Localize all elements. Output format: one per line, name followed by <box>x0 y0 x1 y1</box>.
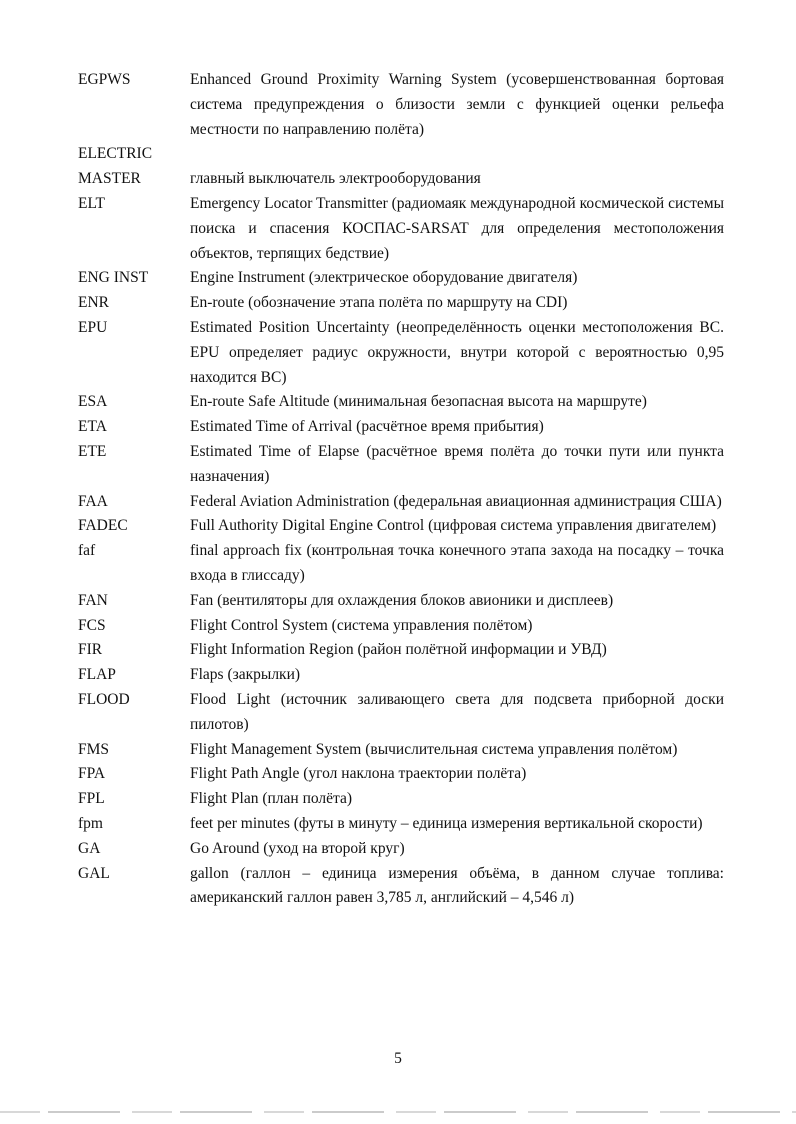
glossary-definition: En-route (обозначение этапа полёта по маршруту на CDI) <box>190 294 568 312</box>
glossary-entry <box>78 440 724 490</box>
glossary-definition: Federal Aviation Administration (федеральная авиационная администрация США) <box>190 492 722 510</box>
glossary-definition: gallon (галлон – единица измерения объёма, в данном случае топлива: американский галлон равен 3,785 л, английский – 4,546 л) <box>190 864 724 907</box>
glossary-term: FLAP <box>78 666 116 684</box>
glossary-entry <box>78 390 724 415</box>
glossary-term: MASTER <box>78 170 141 188</box>
glossary-term: faf <box>78 542 96 560</box>
glossary-entry <box>78 539 724 589</box>
glossary-entry <box>78 589 724 614</box>
glossary-term: FAN <box>78 591 108 609</box>
glossary-entry <box>78 812 724 837</box>
glossary-entry <box>78 316 724 390</box>
glossary-definition: Flight Information Region (район полётной информации и УВД) <box>190 641 607 659</box>
glossary-term: GAL <box>78 864 110 882</box>
glossary-entry <box>78 142 724 167</box>
glossary-definition: Estimated Time of Arrival (расчётное время прибытия) <box>190 418 544 436</box>
glossary-definition: Fan (вентиляторы для охлаждения блоков авионики и дисплеев) <box>190 591 614 609</box>
glossary-definition: Flood Light (источник заливающего света для подсвета приборной доски пилотов) <box>190 690 724 733</box>
glossary-definition: главный выключатель электрооборудования <box>190 170 481 188</box>
glossary-term: FAA <box>78 492 108 510</box>
glossary-term: FADEC <box>78 517 128 535</box>
glossary-entry <box>78 663 724 688</box>
glossary-definition: Engine Instrument (электрическое оборудование двигателя) <box>190 269 578 287</box>
glossary-term: ELECTRIC <box>78 145 153 163</box>
glossary-entry <box>78 291 724 316</box>
glossary-entry <box>78 738 724 763</box>
glossary-term: EGPWS <box>78 71 131 88</box>
glossary-term: ELT <box>78 194 105 212</box>
glossary-entry <box>78 787 724 812</box>
glossary-entry <box>78 266 724 291</box>
glossary-entry <box>78 762 724 787</box>
glossary-term: ENG INST <box>78 269 149 287</box>
glossary-entry <box>78 638 724 663</box>
glossary-entry <box>78 614 724 639</box>
glossary-term: ETE <box>78 442 107 460</box>
glossary-entry <box>78 514 724 539</box>
glossary-definition: final approach fix (контрольная точка конечного этапа захода на посадку – точка входа в глиссаду) <box>190 542 724 584</box>
glossary-term: FCS <box>78 616 106 634</box>
glossary-definition: Estimated Position Uncertainty (неопределённость оценки местоположения ВС. EPU определяет радиус окружности, внутри которой с вероятностью 0,95 находится ВС) <box>190 318 724 386</box>
glossary-term: FPL <box>78 790 105 808</box>
glossary-term: FMS <box>78 740 110 758</box>
glossary-term: ETA <box>78 418 107 436</box>
glossary-definition: Emergency Locator Transmitter (радиомаяк международной космической системы поиска и спасения КОСПАС-SARSAT для определения местоположения объектов, терпящих бедствие) <box>190 194 724 262</box>
scan-edge-divider <box>0 1111 796 1113</box>
glossary-definition: Go Around (уход на второй круг) <box>190 839 405 857</box>
glossary-definition: Flight Plan (план полёта) <box>190 790 353 808</box>
glossary-entry <box>78 490 724 515</box>
glossary-definition: Full Authority Digital Engine Control (цифровая система управления двигателем) <box>190 517 717 535</box>
glossary-term: ESA <box>78 393 108 411</box>
glossary-definition: feet per minutes (футы в минуту – единица измерения вертикальной скорости) <box>190 814 703 832</box>
glossary-definition: Flight Control System (система управления полётом) <box>190 616 533 634</box>
glossary-definition: Flaps (закрылки) <box>190 666 301 684</box>
glossary-entry <box>78 68 724 142</box>
glossary-entry <box>78 192 724 266</box>
glossary-term: fpm <box>78 814 103 832</box>
glossary-term: GA <box>78 839 101 857</box>
glossary-definition: Flight Path Angle (угол наклона траектории полёта) <box>190 765 527 783</box>
glossary-definition: Flight Management System (вычислительная система управления полётом) <box>190 740 678 758</box>
glossary-definition: Estimated Time of Elapse (расчётное время полёта до точки пути или пункта назначения) <box>190 442 724 485</box>
glossary-entry <box>78 688 724 738</box>
glossary-list <box>78 68 724 911</box>
glossary-term: FPA <box>78 765 106 783</box>
glossary-entry <box>78 415 724 440</box>
glossary-entry <box>78 167 724 192</box>
page-number: 5 <box>394 1050 402 1067</box>
glossary-term: ENR <box>78 294 109 312</box>
glossary-definition: Enhanced Ground Proximity Warning System (усовершенствованная бортовая система предупреждения о близости земли с функцией оценки рельефа местности по направлению полёта) <box>190 71 724 138</box>
glossary-term: EPU <box>78 318 108 336</box>
glossary-definition: En-route Safe Altitude (минимальная безопасная высота на маршруте) <box>190 393 647 411</box>
glossary-entry <box>78 837 724 862</box>
glossary-term: FLOOD <box>78 690 130 708</box>
glossary-term: FIR <box>78 641 103 659</box>
glossary-entry <box>78 862 724 912</box>
